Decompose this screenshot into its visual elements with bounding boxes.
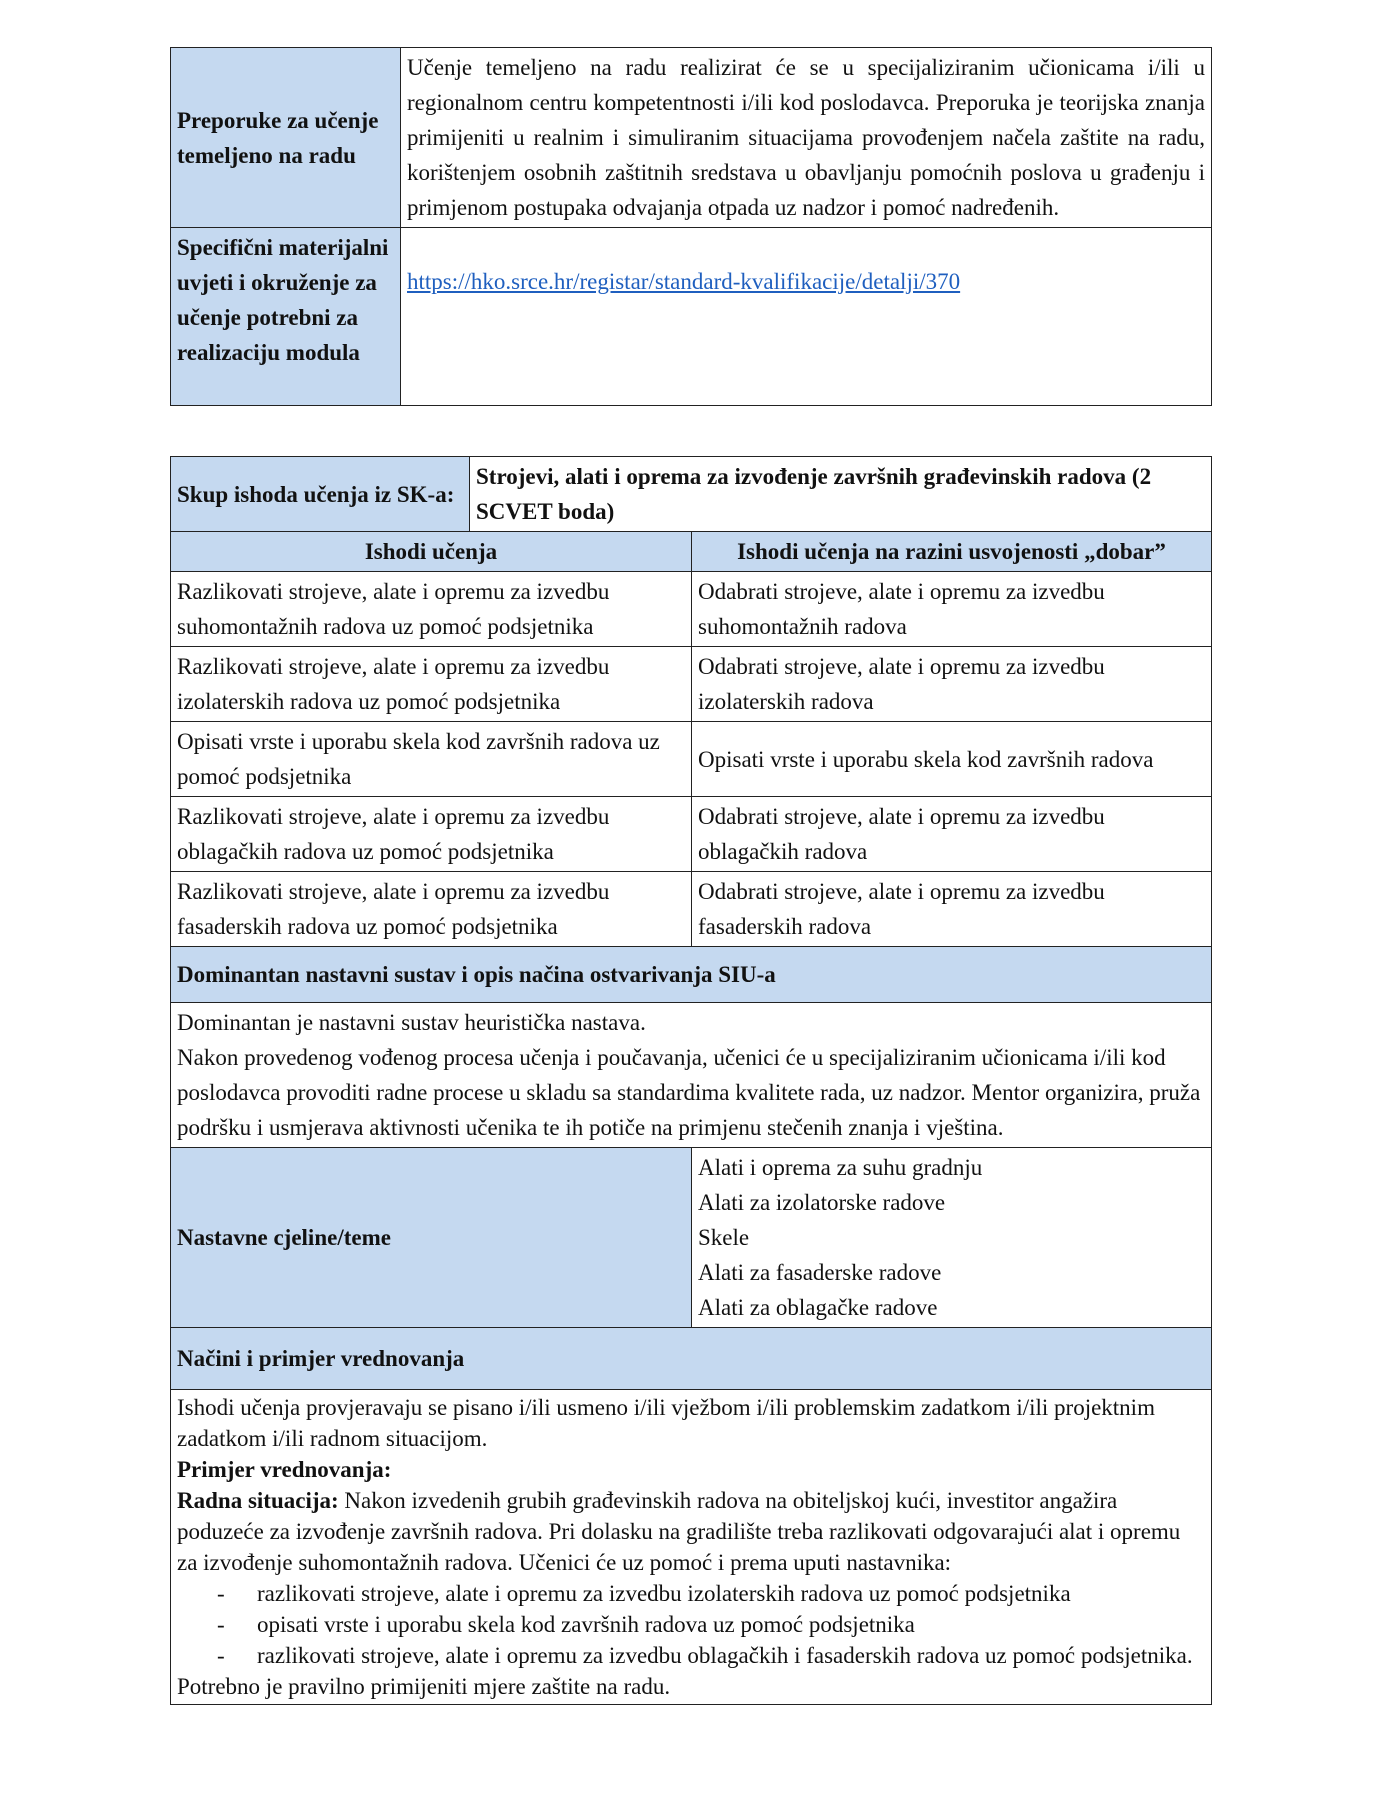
recommendations-table [170, 47, 1212, 406]
set-label: Skup ishoda učenja iz SK-a: [171, 457, 470, 532]
topic-item: Alati za izolatorske radove [698, 1190, 946, 1215]
standard-qualification-link[interactable]: https://hko.srce.hr/registar/standard-kvalifikacije/detalji/370 [407, 269, 961, 294]
table-row [171, 797, 1212, 872]
table-row [171, 1328, 1212, 1390]
good-level-cell: Opisati vrste i uporabu skela kod završnih radova [692, 722, 1212, 797]
list-item [217, 1578, 1205, 1609]
evaluation-body [171, 1390, 1212, 1705]
bullet-dash: - [217, 1581, 225, 1606]
outcome-cell: Opisati vrste i uporabu skela kod završnih radova uz pomoć podsjetnika [171, 722, 692, 797]
good-level-cell: Odabrati strojeve, alate i opremu za izvedbu fasaderskih radova [692, 872, 1212, 947]
topic-item: Alati za fasaderske radove [698, 1260, 942, 1285]
table-row [171, 48, 1212, 228]
table-row [171, 572, 1212, 647]
topic-item: Alati i oprema za suhu gradnju [698, 1155, 983, 1180]
row-label-material-conditions: Specifični materijalni uvjeti i okruženje za učenje potrebni za realizaciju modula [171, 228, 401, 406]
evaluation-header: Načini i primjer vrednovanja [171, 1328, 1212, 1390]
table-row [171, 872, 1212, 947]
outcome-cell: Razlikovati strojeve, alate i opremu za izvedbu fasaderskih radova uz pomoć podsjetnika [171, 872, 692, 947]
closing-text: Potrebno je pravilno primijeniti mjere zaštite na radu. [177, 1674, 671, 1699]
situation-label: Radna situacija: [177, 1488, 339, 1513]
teaching-system-header: Dominantan nastavni sustav i opis načina ostvarivanja SIU-a [171, 947, 1212, 1003]
evaluation-text: Ishodi učenja provjeravaju se pisano i/ili usmeno i/ili vježbom i/ili problemskim zadatkom i/ili projektnim zadatkom i/ili radnom situacijom. [177, 1395, 1155, 1451]
set-title: Strojevi, alati i oprema za izvođenje završnih građevinskih radova (2 SCVET boda) [470, 457, 1212, 532]
bullet-text: razlikovati strojeve, alate i opremu za izvedbu oblagačkih i fasaderskih radova uz pomoć podsjetnika. [257, 1643, 1193, 1668]
table-row [171, 228, 1212, 406]
bullet-dash: - [217, 1612, 225, 1637]
topic-item: Alati za oblagačke radove [698, 1295, 938, 1320]
outcome-cell: Razlikovati strojeve, alate i opremu za izvedbu suhomontažnih radova uz pomoć podsjetnika [171, 572, 692, 647]
table-row [171, 647, 1212, 722]
topics-label: Nastavne cjeline/teme [171, 1148, 692, 1328]
topic-item: Skele [698, 1225, 750, 1250]
table-row [171, 947, 1212, 1003]
teaching-system-line: Dominantan je nastavni sustav heuristička nastava. [177, 1010, 646, 1035]
teaching-system-line: Nakon provedenog vođenog procesa učenja i poučavanja, učenici će u specijaliziranim učionicama i/ili kod poslodavca provoditi radne procese u skladu sa standardima kvalitete rada, uz nadzor. Mentor organizira, pruža podršku i usmjerava aktivnosti učenika te ih potiče na primjenu stečenih znanja i vještina. [177, 1045, 1201, 1140]
situation-text: Nakon izvedenih grubih građevinskih radova na obiteljskoj kući, investitor angažira poduzeće za izvođenje završnih radova. Pri dolasku na gradilište treba razlikovati odgovarajući alat i opremu za izvođenje suhomontažnih radova. Učenici će uz pomoć i prema uputi nastavnika: [177, 1488, 1181, 1575]
outcome-cell: Razlikovati strojeve, alate i opremu za izvedbu oblagačkih radova uz pomoć podsjetnika [171, 797, 692, 872]
work-based-learning-text: Učenje temeljeno na radu realizirat će se u specijaliziranim učionicama i/ili u regionalnom centru kompetentnosti i/ili kod poslodavca. Preporuka je teorijska znanja primijeniti u realnim i simuliranim situacijama provođenjem načela zaštite na radu, korištenjem osobnih zaštitnih sredstava u obavljanju pomoćnih poslova u građenju i primjenom postupaka odvajanja otpada uz nadzor i pomoć nadređenih. [401, 48, 1212, 228]
bullet-text: razlikovati strojeve, alate i opremu za izvedbu izolaterskih radova uz pomoć podsjetnika [257, 1581, 1071, 1606]
table-row [171, 457, 1212, 532]
list-item [217, 1609, 1205, 1640]
topics-list [692, 1148, 1212, 1328]
bullet-dash: - [217, 1643, 225, 1668]
work-situation [177, 1485, 1205, 1578]
row-label-work-based-learning: Preporuke za učenje temeljeno na radu [171, 48, 401, 228]
table-row [171, 532, 1212, 572]
list-item [217, 1640, 1205, 1671]
outcome-cell: Razlikovati strojeve, alate i opremu za izvedbu izolaterskih radova uz pomoć podsjetnika [171, 647, 692, 722]
col-header-good-level: Ishodi učenja na razini usvojenosti „dobar” [692, 532, 1212, 572]
good-level-cell: Odabrati strojeve, alate i opremu za izvedbu oblagačkih radova [692, 797, 1212, 872]
good-level-cell: Odabrati strojeve, alate i opremu za izvedbu izolaterskih radova [692, 647, 1212, 722]
table-row [171, 1148, 1212, 1328]
teaching-system-description [171, 1003, 1212, 1148]
bullet-text: opisati vrste i uporabu skela kod završnih radova uz pomoć podsjetnika [257, 1612, 915, 1637]
col-header-outcomes: Ishodi učenja [171, 532, 692, 572]
table-row [171, 722, 1212, 797]
table-row [171, 1390, 1212, 1705]
good-level-cell: Odabrati strojeve, alate i opremu za izvedbu suhomontažnih radova [692, 572, 1212, 647]
learning-outcomes-table [170, 456, 1212, 1705]
table-row [171, 1003, 1212, 1148]
example-label: Primjer vrednovanja: [177, 1457, 392, 1482]
